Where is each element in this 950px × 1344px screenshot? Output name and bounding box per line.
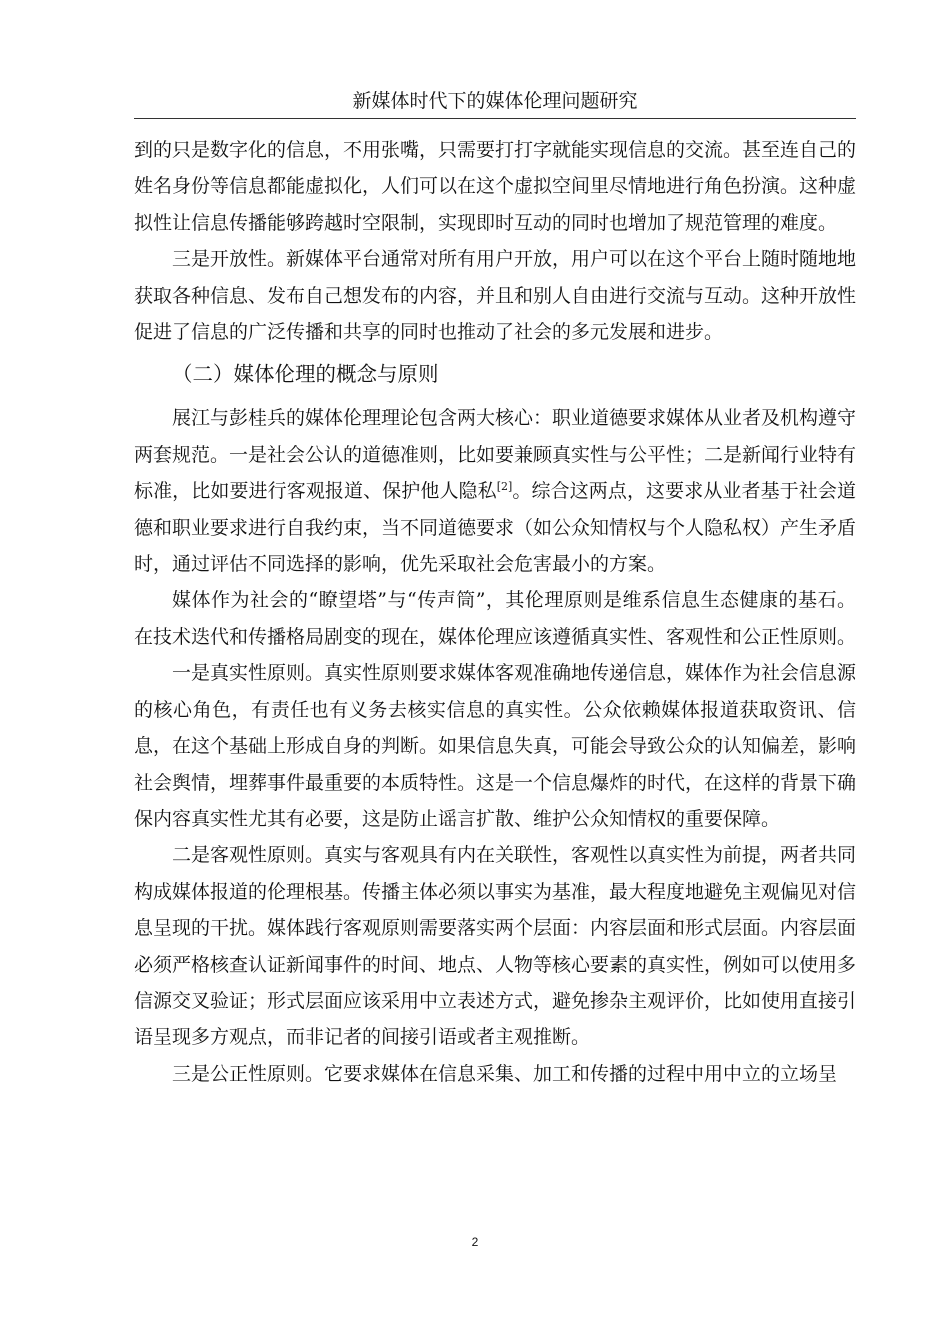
paragraph-objectivity-principle: 二是客观性原则。真实与客观具有内在关联性，客观性以真实性为前提，两者共同构成媒体报道的伦理根基。传播主体必须以事实为基准，最大程度地避免主观偏见对信息呈现的干扰。媒体践行客观原则需要落实两个层面：内容层面和形式层面。内容层面必须严格核查认证新闻事件的时间、地点、人物等核心要素的真实性，例如可以使用多信源交叉验证；形式层面应该采用中立表述方式，避免掺杂主观评价，比如使用直接引语呈现多方观点，而非记者的间接引语或者主观推断。: [134, 844, 857, 1049]
paragraph-media-ethics-theory: [134, 400, 856, 582]
paragraph-fairness-principle: 三是公正性原则。它要求媒体在信息采集、加工和传播的过程中用中立的立场呈: [172, 1062, 838, 1085]
running-header-title: 新媒体时代下的媒体伦理问题研究: [352, 90, 638, 112]
paragraph-text: 展江与彭桂兵的媒体伦理理论包含两大核心：职业道德要求媒体从业者及机构遵守两套规范。一是社会公认的道德准则，比如要兼顾真实性与公平性；二是新闻行业特有标准，比如要进行客观报道、保护他人隐私: [134, 407, 857, 503]
paragraph-text: 。综合这两点，这要求从业者基于社会道德和职业要求进行自我约束，当不同道德要求（如公众知情权与个人隐私权）产生矛盾时，通过评估不同选择的影响，优先采取社会危害最小的方案。: [134, 480, 857, 576]
page-number: 2: [471, 1235, 479, 1249]
running-header: [134, 86, 856, 119]
paragraph-truthfulness-principle: 一是真实性原则。真实性原则要求媒体客观准确地传递信息，媒体作为社会信息源的核心角色，有责任也有义务去核实信息的真实性。公众依赖媒体报道获取资讯、信息，在这个基础上形成自身的判断。如果信息失真，可能会导致公众的认知偏差，影响社会舆情，埋葬事件最重要的本质特性。这是一个信息爆炸的时代，在这样的背景下确保内容真实性尤其有必要，这是防止谣言扩散、维护公众知情权的重要保障。: [134, 662, 857, 830]
section-heading: （二）媒体伦理的概念与原则: [172, 362, 439, 387]
citation-marker: [2]: [496, 480, 513, 494]
paragraph-continuation: 到的只是数字化的信息，不用张嘴，只需要打打字就能实现信息的交流。甚至连自己的姓名身份等信息都能虚拟化，人们可以在这个虚拟空间里尽情地进行角色扮演。这种虚拟性让信息传播能够跨越时空限制，实现即时互动的同时也增加了规范管理的难度。: [134, 139, 857, 234]
paragraph-openness: 三是开放性。新媒体平台通常对所有用户开放，用户可以在这个平台上随时随地地获取各种信息、发布自己想发布的内容，并且和别人自由进行交流与互动。这种开放性促进了信息的广泛传播和共享的同时也推动了社会的多元发展和进步。: [134, 248, 857, 344]
paragraph-ethics-principles-intro: 媒体作为社会的“瞭望塔”与“传声筒”，其伦理原则是维系信息生态健康的基石。在技术迭代和传播格局剧变的现在，媒体伦理应该遵循真实性、客观性和公正性原则。: [134, 589, 857, 648]
page-body: [134, 132, 856, 1092]
